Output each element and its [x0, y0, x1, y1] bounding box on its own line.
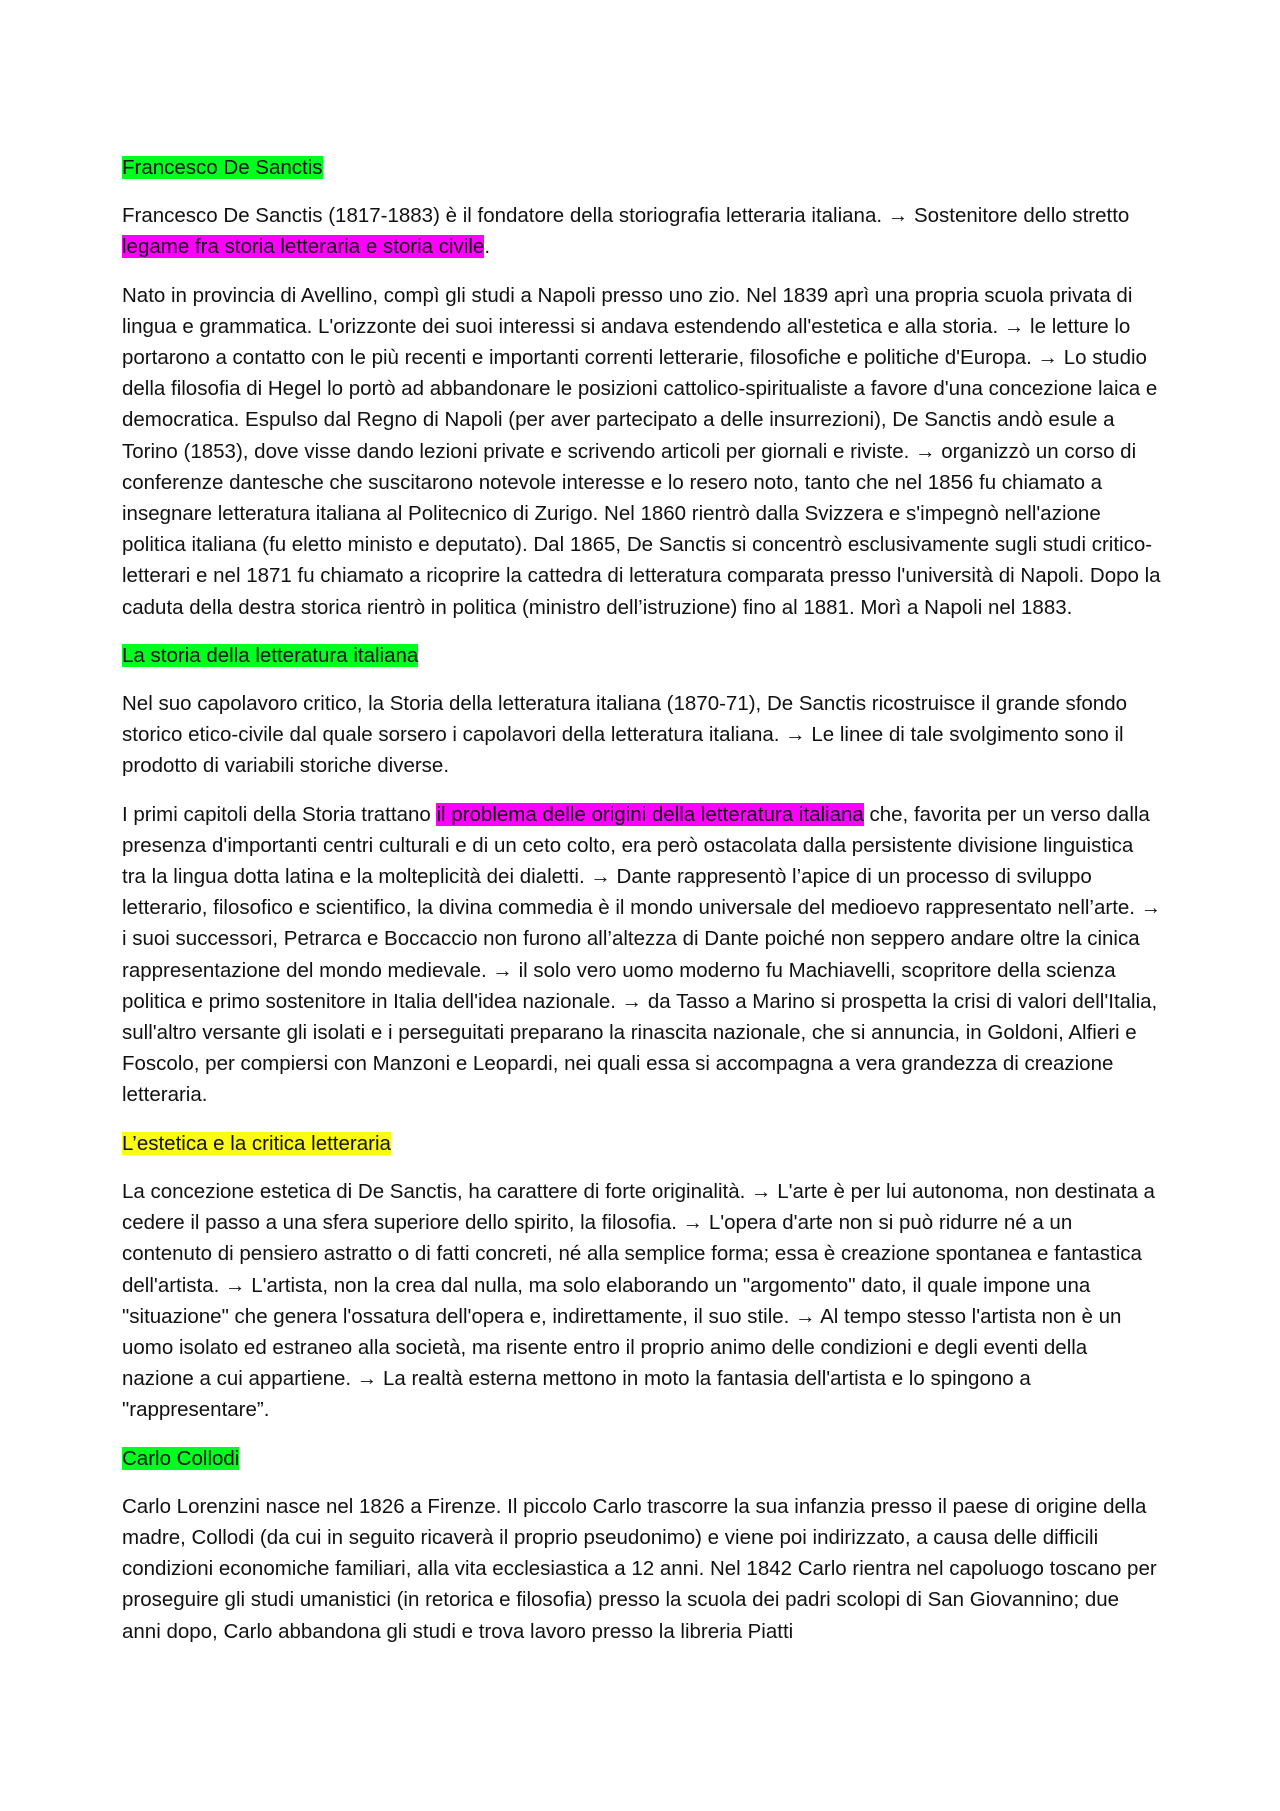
section-heading-storia [122, 640, 1162, 671]
heading-highlight: La storia della letteratura italiana [122, 643, 419, 667]
paragraph-intro [122, 200, 1162, 262]
heading-highlight: Francesco De Sanctis [122, 156, 323, 179]
paragraph-biography: Nato in provincia di Avellino, compì gli studi a Napoli presso uno zio. Nel 1839 aprì una propria scuola privata di lingua e grammatica. L'orizzonte dei suoi interessi si andava estendendo all'estetica e alla storia. → le letture lo portarono a contatto con le più recenti e importanti correnti letterarie, filosofiche e politiche d'Europa. → Lo studio della filosofia di Hegel lo portò ad abbandonare le posizioni cattolico-spiritualiste a favore d'una concezione laica e democratica. Espulso dal Regno di Napoli (per aver partecipato a delle insurrezioni), De Sanctis andò esule a Torino (1853), dove visse dando lezioni private e scrivendo articoli per giornali e riviste. → organizzò un corso di conferenze dantesche che suscitarono notevole interesse e lo resero noto, tanto che nel 1856 fu chiamato a insegnare letteratura italiana al Politecnico di Zurigo. Nel 1860 rientrò dalla Svizzera e s'impegnò nell'azione politica italiana (fu eletto ministo e deputato). Dal 1865, De Sanctis si concentrò esclusivamente sugli studi critico-letterari e nel 1871 fu chiamato a ricoprire la cattedra di letteratura comparata presso l'università di Napoli. Dopo la caduta della destra storica rientrò in politica (ministro dell’istruzione) fino al 1881. Morì a Napoli nel 1883. [122, 283, 1161, 619]
paragraph-storia-intro: Nel suo capolavoro critico, la Storia della letteratura italiana (1870-71), De Sanctis ricostruisce il grande sfondo storico etico-civile dal quale sorsero i capolavori della letteratura italiana. → Le linee di tale svolgimento sono il prodotto di variabili storiche diverse. [122, 692, 1128, 778]
heading-highlight: Carlo Collodi [122, 1446, 240, 1470]
paragraph-collodi: Carlo Lorenzini nasce nel 1826 a Firenze. Il piccolo Carlo trascorre la sua infanzia presso il paese di origine della madre, Collodi (da cui in seguito ricaverà il proprio pseudonimo) e viene poi indirizzato, a causa delle difficili condizioni economiche familiari, alla vita ecclesiastica a 12 anni. Nel 1842 Carlo rientra nel capoluogo toscano per proseguire gli studi umanistici (in retorica e filosofia) presso la scuola dei padri scolopi di San Giovannino; due anni dopo, Carlo abbandona gli studi e trova lavoro presso la libreria Piatti [122, 1494, 1157, 1643]
document-body [122, 152, 1162, 1664]
text-run: I primi capitoli della Storia trattano [122, 802, 437, 826]
magenta-highlight: il problema delle origini della letteratura italiana [436, 802, 864, 826]
section-heading-collodi [122, 1443, 1162, 1474]
magenta-highlight: legame fra storia letteraria e storia civile [122, 235, 485, 259]
paragraph-storia-capitoli [122, 799, 1162, 1111]
section-heading-estetica [122, 1128, 1162, 1159]
heading-highlight: L’estetica e la critica letteraria [122, 1131, 391, 1155]
text-run: che, favorita per un verso dalla presenza d'importanti centri culturali e di un ceto colto, era però ostacolata dalla persistente divisione linguistica tra la lingua dotta latina e la molteplicità dei dialetti. → Dante rappresentò l’apice di un processo di sviluppo letterario, filosofico e scientifico, la divina commedia è il mondo universale del medioevo rappresentato nell’arte. → i suoi successori, Petrarca e Boccaccio non furono all’altezza di Dante poiché non seppero andare oltre la cinica rappresentazione del mondo medievale. → il solo vero uomo moderno fu Machiavelli, scopritore della scienza politica e primo sostenitore in Italia dell'idea nazionale. → da Tasso a Marino si prospetta la crisi di valori dell'Italia, sull'altro versante gli isolati e i perseguitati preparano la rinascita nazionale, che si annuncia, in Goldoni, Alfieri e Foscolo, per compiersi con Manzoni e Leopardi, nei quali essa si accompagna a vera grandezza di creazione letteraria. [122, 802, 1162, 1107]
text-run: . [484, 235, 491, 259]
text-run: Francesco De Sanctis (1817-1883) è il fondatore della storiografia letteraria italiana. → Sostenitore dello stretto [122, 204, 1130, 228]
paragraph-estetica: La concezione estetica di De Sanctis, ha carattere di forte originalità. → L'arte è per lui autonoma, non destinata a cedere il passo a una sfera superiore dello spirito, la filosofia. → L'opera d'arte non si può ridurre né a un contenuto di pensiero astratto o di fatti concreti, né alla semplice forma; essa è creazione spontanea e fantastica dell'artista. → L'artista, non la crea dal nulla, ma solo elaborando un "argomento" dato, il quale impone una "situazione" che genera l'ossatura dell'opera e, indirettamente, il suo stile. → Al tempo stesso l'artista non è un uomo isolato ed estraneo alla società, ma risente entro il proprio animo delle condizioni e degli eventi della nazione a cui appartiene. → La realtà esterna mettono in moto la fantasia dell'artista e lo spingono a "rappresentare”. [122, 1179, 1155, 1422]
section-heading-de-sanctis [122, 152, 1162, 183]
